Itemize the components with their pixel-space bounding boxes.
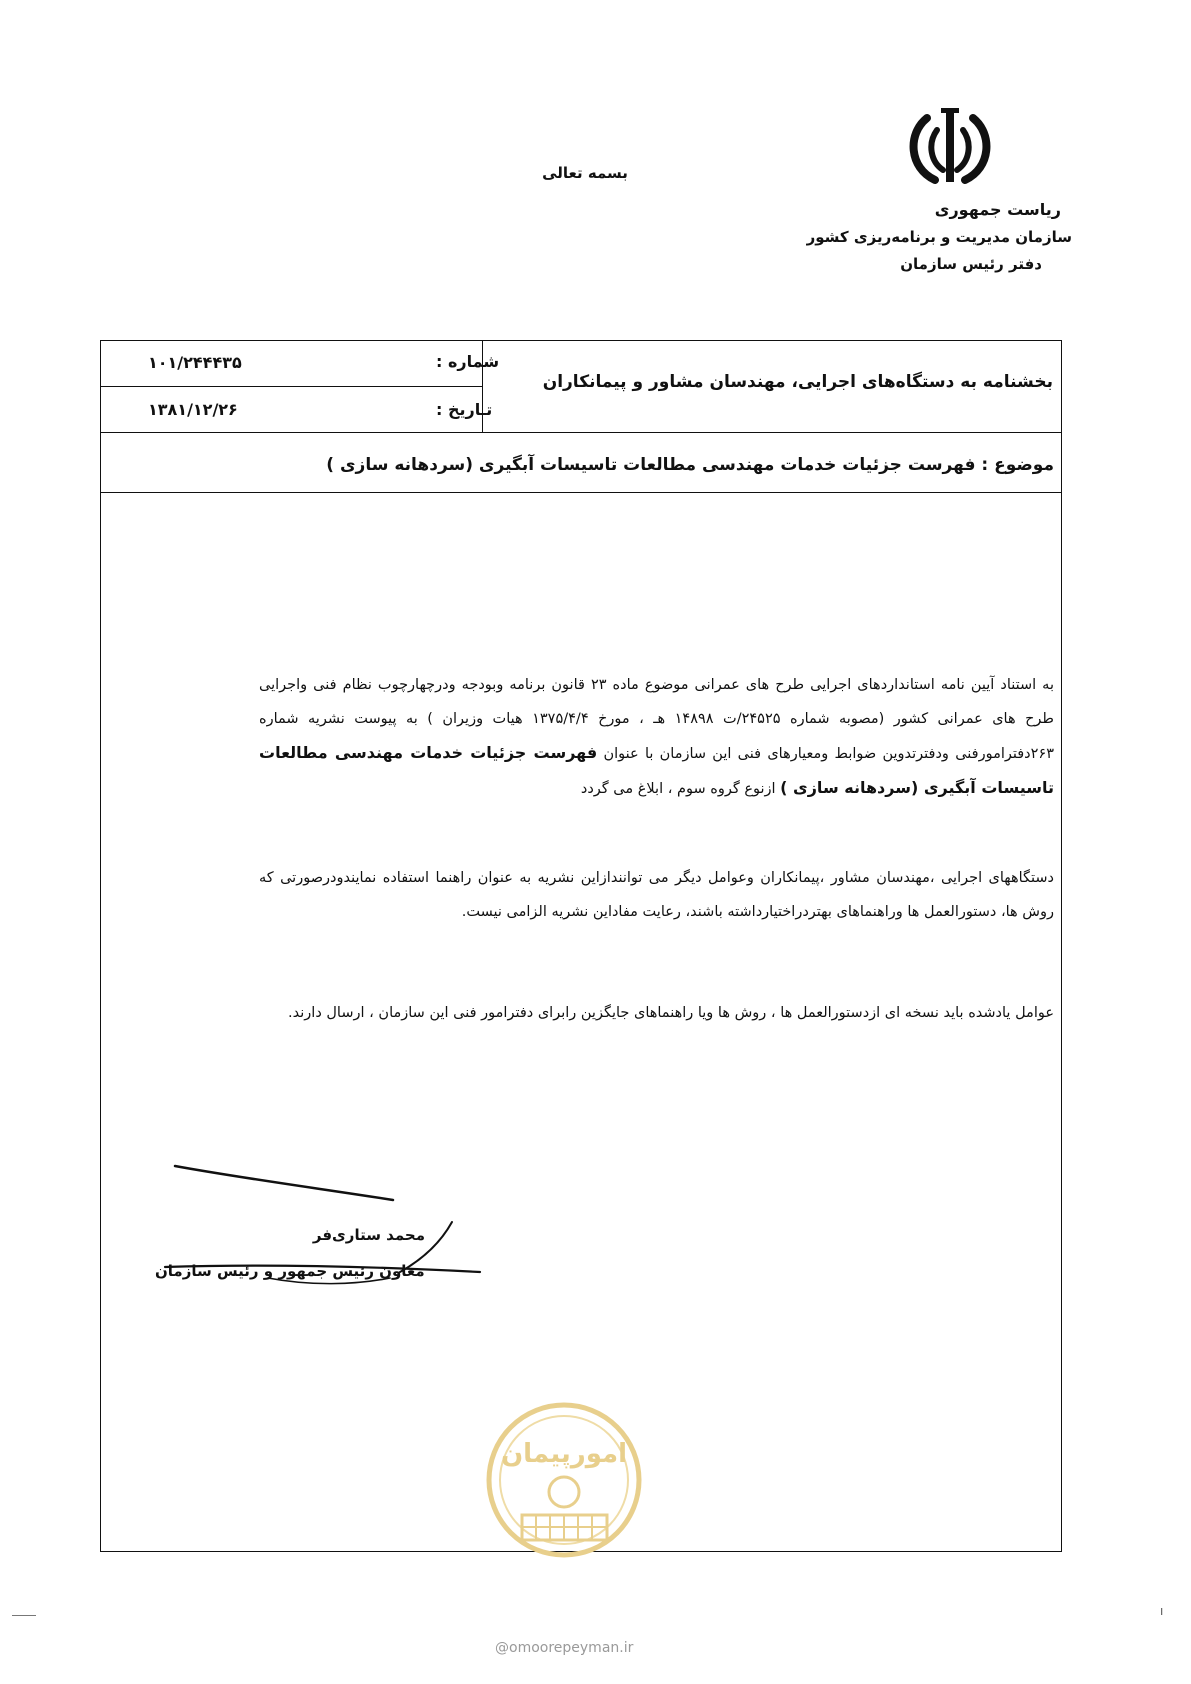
stamp-text: امورپیمان bbox=[500, 1439, 628, 1469]
date-value: ۱۳۸۱/۱۲/۲۶ bbox=[148, 400, 238, 419]
frame-divider bbox=[100, 386, 482, 387]
body-paragraph-3: عوامل یادشده باید نسخه ای ازدستورالعمل ها ، روش ها ویا راهنماهای جایگزین رابرای دفترامور فنی این سازمان ، ارسال دارند. bbox=[288, 1005, 1054, 1021]
body-paragraph-1 bbox=[259, 668, 1054, 806]
body-paragraph-2: دستگاههای اجرایی ،مهندسان مشاور ،پیمانکاران وعوامل دیگر می توانندازاین نشریه به عنوان راهنما استفاده نمایندودرصورتی که روش ها، دستورالعمل ها وراهنماهای بهتردراختیارداشته باشند، رعایت مفاداین نشریه الزامی نیست. bbox=[259, 870, 1054, 920]
document-frame bbox=[100, 340, 1062, 1552]
subject-line: موضوع : فهرست جزئیات خدمات مهندسی مطالعات تاسیسات آبگیری (سردهانه سازی ) bbox=[326, 455, 1054, 475]
org-presidency: ریاست جمهوری bbox=[934, 200, 1061, 219]
scan-edge-mark bbox=[12, 1615, 36, 1616]
paragraph-text: ازنوع گروه سوم ، ابلاغ می گردد bbox=[580, 781, 776, 797]
iran-emblem-icon bbox=[905, 100, 995, 190]
scan-edge-mark: ı bbox=[1160, 1604, 1164, 1618]
bismillah-text: بسمه تعالی bbox=[542, 164, 628, 182]
number-value: ۱۰۱/۲۴۴۴۳۵ bbox=[148, 353, 242, 372]
frame-divider bbox=[100, 432, 1062, 433]
omoorepeyman-stamp-logo bbox=[482, 1400, 647, 1560]
signatory-name: محمد ستاری‌فر bbox=[312, 1226, 425, 1244]
publication-title: فهرست جزئیات خدمات مهندسی مطالعات تاسیسات آبگیری (سردهانه سازی ) bbox=[259, 743, 1054, 797]
org-management-planning: سازمان مدیریت و برنامه‌ریزی کشور bbox=[806, 228, 1072, 246]
org-head-office: دفتر رئیس سازمان bbox=[900, 255, 1042, 273]
circular-recipients: بخشنامه به دستگاه‌های اجرایی، مهندسان مشاور و پیمانکاران bbox=[542, 372, 1053, 392]
date-label: تـاریخ : bbox=[436, 400, 493, 419]
footer-watermark: @omoorepeyman.ir bbox=[495, 1640, 634, 1656]
signatory-title: معاون رئیس جمهور و رئیس سازمان bbox=[155, 1262, 425, 1280]
frame-divider bbox=[100, 492, 1062, 493]
paragraph-text: به استناد آیین نامه استانداردهای اجرایی طرح های عمرانی موضوع ماده ۲۳ قانون برنامه وبودجه ودرچهارچوب نظام فنی واجرایی طرح های عمرانی کشور (مصوبه شماره ۲۴۵۲۵/ت ۱۴۸۹۸ هـ ، مورخ ۱۳۷۵/۴/۴ هیات وزیران ) به پیوست نشریه شماره ۲۶۳دفترامورفنی ودفترتدوین ضوابط ومعیارهای فنی این سازمان با عنوان bbox=[259, 677, 1055, 762]
number-label: شماره : bbox=[436, 352, 500, 371]
